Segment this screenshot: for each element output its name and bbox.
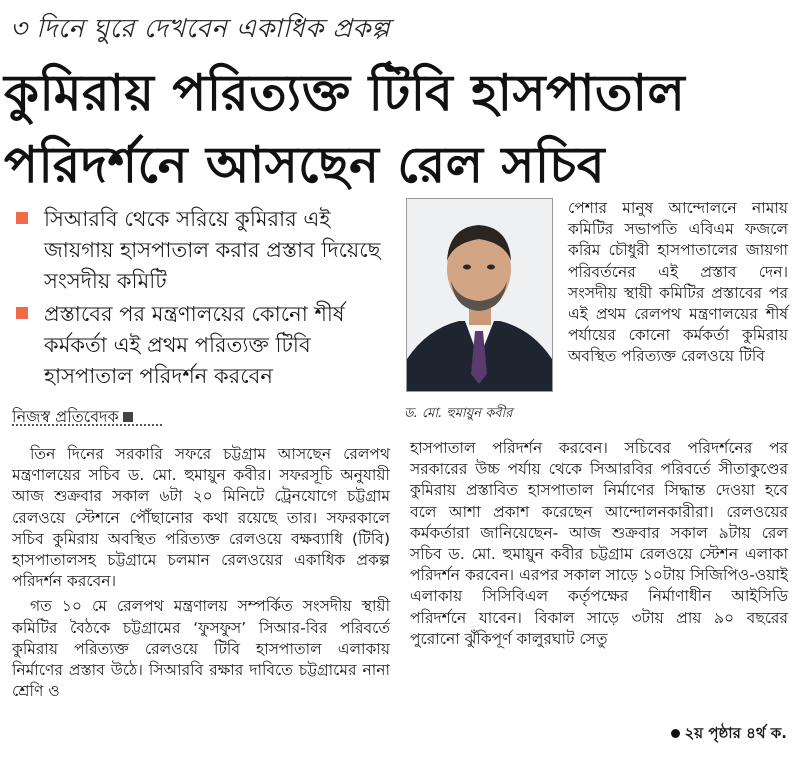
article-column-right-bottom bbox=[410, 438, 788, 650]
portrait-photo bbox=[406, 198, 553, 392]
bullet-square-icon bbox=[16, 307, 28, 319]
kicker: ৩ দিনে ঘুরে দেখবেন একাধিক প্রকল্প bbox=[10, 14, 391, 44]
continued-reference[interactable] bbox=[671, 722, 787, 747]
continued-text: ২য় পৃষ্ঠার ৪র্থ ক. bbox=[684, 724, 787, 742]
headline-line-1: কুমিরায় পরিত্যক্ত টিবি হাসপাতাল bbox=[4, 64, 686, 122]
article-column-left bbox=[12, 444, 390, 702]
photo-caption: ড. মো. হুমায়ুন কবীর bbox=[404, 406, 513, 421]
paragraph: গত ১০ মে রেলপথ মন্ত্রণালয় সম্পর্কিত সংসদীয় স্থায়ী কমিটির বৈঠকে চট্টগ্রামের ‘ফুসফুস’ সিআর-বির পরিবর্তে কুমিরায় পরিত্যক্ত রেলওয়ে টিবি হাসপাতাল এলাকায় নির্মাণের প্রস্তাব উঠে। সিআরবি রক্ষার দাবিতে চট্টগ্রামের নানা শ্রেণি ও bbox=[12, 597, 390, 701]
portrait-illustration bbox=[407, 199, 552, 391]
headline-line-2: পরিদর্শনে আসছেন রেল সচিব bbox=[4, 136, 606, 194]
square-icon bbox=[123, 412, 133, 422]
paragraph: পেশার মানুষ আন্দোলনে নামায় কমিটির সভাপতি এবিএম ফজলে করিম চৌধুরী হাসপাতালের জায়গা পরিবর্তনের এই প্রস্তাব দেন। সংসদীয় স্থায়ী কমিটির প্রস্তাবের পর এই প্রথম রেলপথ মন্ত্রণালয়ের শীর্ষ পর্যায়ের কোনো কর্মকর্তা কুমিরায় অবস্থিত পরিত্যক্ত রেলওয়ে টিবি bbox=[568, 199, 788, 366]
dotted-divider bbox=[12, 424, 162, 426]
bullet-item bbox=[14, 299, 394, 392]
bullet-text: সিআরবি থেকে সরিয়ে কুমিরার এই জায়গায় হাসপাতাল করার প্রস্তাব দিয়েছে সংসদীয় কমিটি bbox=[44, 207, 381, 293]
bullet-list bbox=[14, 204, 394, 394]
paragraph: তিন দিনের সরকারি সফরে চট্টগ্রাম আসছেন রেলপথ মন্ত্রণালয়ের সচিব ড. মো. হুমায়ুন কবীর। সফরসূচি অনুযায়ী আজ শুক্রবার সকাল ৬টা ২০ মিনিটে ট্রেনযোগে চট্টগ্রাম রেলওয়ে স্টেশনে পৌঁছানোর কথা রয়েছে তার। সফরকালে সচিব কুমিরায় অবস্থিত পরিত্যক্ত রেলওয়ে বক্ষব্যাধি (টিবি) হাসপাতালসহ চট্টগ্রামে চলমান রেলওয়ের একাধিক প্রকল্প পরিদর্শন করবেন। bbox=[12, 445, 390, 591]
bullet-dot-icon bbox=[671, 729, 680, 738]
bullet-square-icon bbox=[16, 212, 28, 224]
bullet-text: প্রস্তাবের পর মন্ত্রণালয়ের কোনো শীর্ষ কর্মকর্তা এই প্রথম পরিত্যক্ত টিবি হাসপাতাল পরিদর্শন করবেন bbox=[44, 302, 345, 388]
article-column-right-top bbox=[568, 198, 788, 368]
bullet-item bbox=[14, 204, 394, 297]
byline bbox=[12, 404, 133, 431]
paragraph: হাসপাতাল পরিদর্শন করবেন। সচিবের পরিদর্শনের পর সরকারের উচ্চ পর্যায় থেকে সিআরবির পরিবর্তে সীতাকুণ্ডের কুমিরায় প্রস্তাবিত হাসপাতাল নির্মাণের সিদ্ধান্ত দেওয়া হবে বলে আশা প্রকাশ করেছেন আন্দোলনকারীরা। রেলওয়ের কর্মকর্তারা জানিয়েছেন- আজ শুক্রবার সকাল ৯টায় রেল সচিব ড. মো. হুমায়ুন কবীর চট্টগ্রাম রেলওয়ে স্টেশন এলাকা পরিদর্শন করবেন। এরপর সকাল সাড়ে ১০টায় সিজিপিও-ওয়াই এলাকায় সিসিবিএল কর্তৃপক্ষের নির্মাণাধীন আইসিডি পরিদর্শনে যাবেন। বিকাল সাড়ে ৩টায় প্রায় ৯০ বছরের পুরোনো ঝুঁকিপূর্ণ কালুরঘাট সেতু bbox=[410, 439, 788, 648]
byline-text: নিজস্ব প্রতিবেদক bbox=[12, 407, 119, 426]
